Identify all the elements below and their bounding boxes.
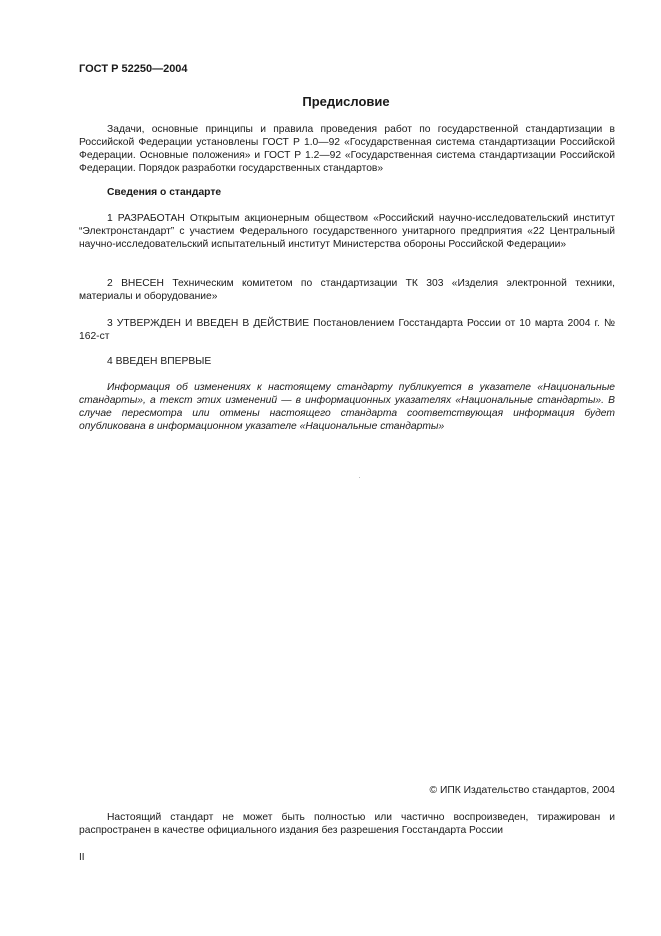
page-number: II — [79, 852, 85, 863]
reproduction-notice: Настоящий стандарт не может быть полностью или частично воспроизведен, тиражирован и распространен в качестве официального издания без разрешения Госстандарта России — [79, 812, 615, 836]
document-code: ГОСТ Р 52250—2004 — [79, 63, 188, 75]
copyright-line: © ИПК Издательство стандартов, 2004 — [429, 785, 615, 796]
item-approved: 3 УТВЕРЖДЕН И ВВЕДЕН В ДЕЙСТВИЕ Постановлением Госстандарта России от 10 марта 2004 г. № 162-ст — [79, 318, 615, 342]
item-submitted: 2 ВНЕСЕН Техническим комитетом по стандартизации ТК 303 «Изделия электронной техники, материалы и оборудование» — [79, 278, 615, 302]
item-introduced: 4 ВВЕДЕН ВПЕРВЫЕ — [107, 356, 212, 367]
changes-notice: Информация об изменениях к настоящему стандарту публикуется в указателе «Национальные стандарты», а текст этих изменений — в информационных указателях «Национальные стандарты». В случае пересмотра или отмены настоящего стандарта соответствующая информация будет опубликована в информационном указателе «Национальные стандарты» — [79, 382, 615, 432]
info-heading: Сведения о стандарте — [107, 187, 222, 198]
item-developed: 1 РАЗРАБОТАН Открытым акционерным обществом «Российский научно-исследовательский институт “Электронстандарт” с участием Федерального государственного унитарного предприятия «22 Центральный научно-исследовательский испытательный институт Министерства обороны Российской Федерации» — [79, 213, 615, 250]
page-title: Предисловие — [302, 94, 390, 109]
intro-paragraph: Задачи, основные принципы и правила проведения работ по государственной стандартизации в Российской Федерации установлены ГОСТ Р 1.0—92 «Государственная система стандартизации Российской Федерации. Основные положения» и ГОСТ Р 1.2—92 «Государственная система стандартизации Российской Федерации. Порядок разработки государственных стандартов» — [79, 124, 615, 174]
scan-speck — [359, 477, 360, 478]
